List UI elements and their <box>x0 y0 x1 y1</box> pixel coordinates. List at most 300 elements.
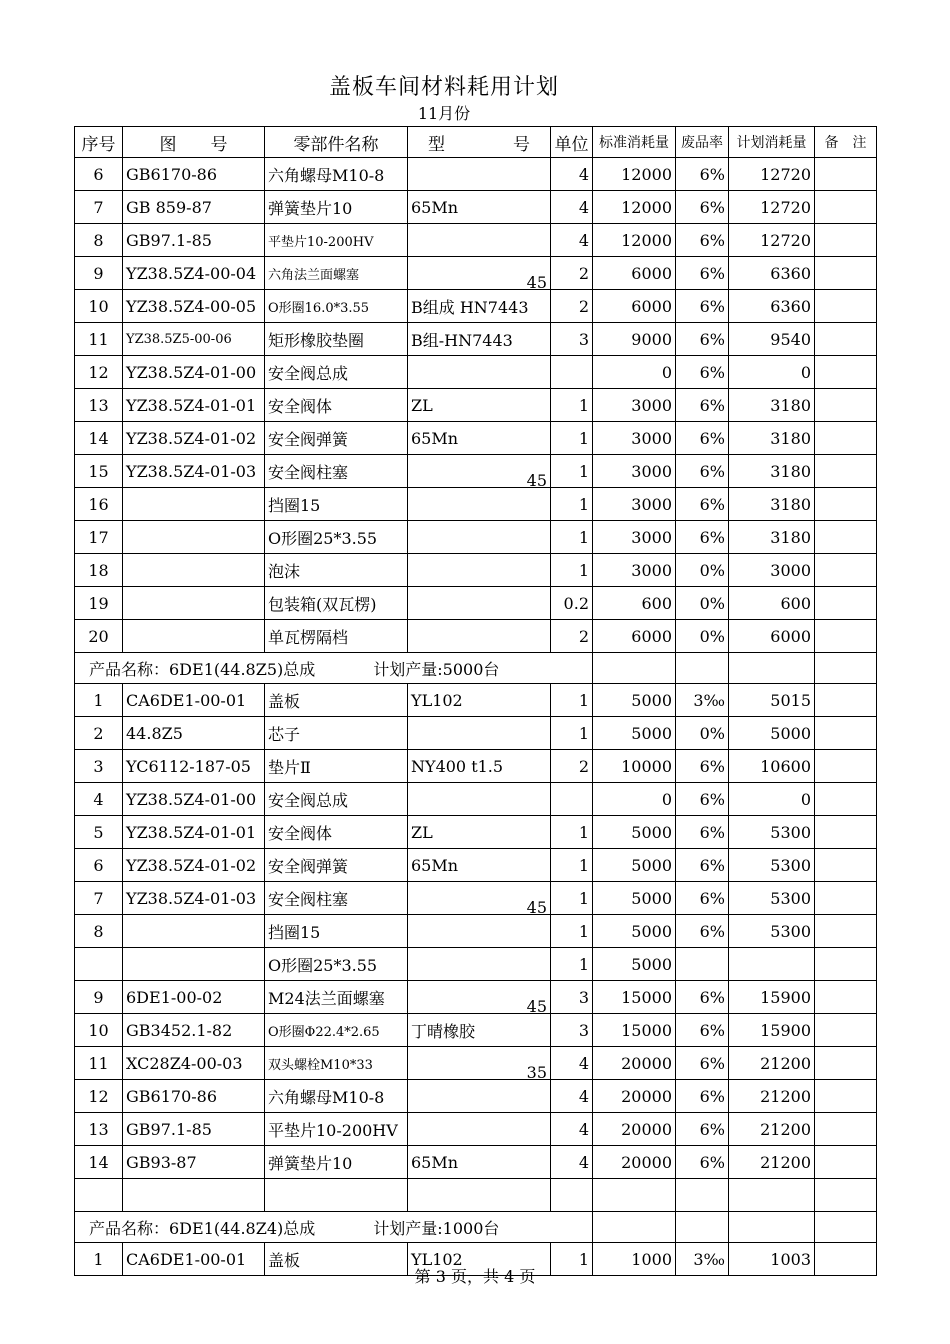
unit-qty: 4 <box>551 1047 593 1080</box>
standard-consumption: 3000 <box>593 455 676 488</box>
scrap-rate: 6% <box>676 1080 729 1113</box>
drawing-number: YZ38.5Z4-01-02 <box>123 422 265 455</box>
remarks <box>815 389 877 422</box>
unit-qty: 2 <box>551 290 593 323</box>
header-drawing: 图 号 <box>123 127 265 158</box>
drawing-number: CA6DE1-00-01 <box>123 684 265 717</box>
standard-consumption: 3000 <box>593 422 676 455</box>
remarks <box>815 257 877 290</box>
part-name: 安全阀柱塞 <box>265 882 408 915</box>
unit-qty: 4 <box>551 191 593 224</box>
table-row <box>75 422 877 455</box>
drawing-number: YZ38.5Z5-00-06 <box>123 323 265 356</box>
planned-consumption: 21200 <box>729 1113 815 1146</box>
scrap-rate: 6% <box>676 455 729 488</box>
unit-qty: 4 <box>551 158 593 191</box>
remarks <box>815 290 877 323</box>
unit-qty: 4 <box>551 1113 593 1146</box>
part-name: 平垫片10-200HV <box>265 224 408 257</box>
row-number: 9 <box>75 257 123 290</box>
unit-qty <box>551 783 593 816</box>
model <box>408 981 551 1014</box>
part-name: M24法兰面螺塞 <box>265 981 408 1014</box>
scrap-rate: 6% <box>676 816 729 849</box>
planned-consumption: 3180 <box>729 422 815 455</box>
unit-qty: 2 <box>551 257 593 290</box>
unit-qty: 2 <box>551 620 593 653</box>
scrap-rate: 6% <box>676 882 729 915</box>
model-text: 65Mn <box>411 1152 459 1172</box>
table-row <box>75 981 877 1014</box>
drawing-number <box>123 620 265 653</box>
standard-consumption: 20000 <box>593 1146 676 1179</box>
model-text: B组成 HN7443 <box>411 297 529 317</box>
row-number: 13 <box>75 1113 123 1146</box>
header-model: 型 号 <box>408 127 551 158</box>
remarks <box>815 521 877 554</box>
table-row <box>75 750 877 783</box>
table-row <box>75 290 877 323</box>
remarks <box>815 1080 877 1113</box>
scrap-rate: 3‰ <box>676 684 729 717</box>
scrap-rate: 6% <box>676 422 729 455</box>
model <box>408 521 551 554</box>
row-number: 13 <box>75 389 123 422</box>
planned-consumption: 12720 <box>729 158 815 191</box>
unit-qty <box>551 1179 593 1212</box>
model <box>408 224 551 257</box>
part-name: 挡圈15 <box>265 915 408 948</box>
planned-consumption: 3180 <box>729 455 815 488</box>
table-row <box>75 488 877 521</box>
unit-qty: 1 <box>551 882 593 915</box>
unit-qty: 4 <box>551 1080 593 1113</box>
model <box>408 684 551 717</box>
unit-qty: 1 <box>551 554 593 587</box>
empty-cell <box>815 1212 877 1243</box>
scrap-rate: 6% <box>676 783 729 816</box>
scrap-rate: 6% <box>676 1113 729 1146</box>
planned-consumption <box>729 948 815 981</box>
row-number: 18 <box>75 554 123 587</box>
unit-qty: 3 <box>551 981 593 1014</box>
part-name: 矩形橡胶垫圈 <box>265 323 408 356</box>
remarks <box>815 882 877 915</box>
drawing-number: YZ38.5Z4-00-05 <box>123 290 265 323</box>
standard-consumption: 10000 <box>593 750 676 783</box>
remarks <box>815 750 877 783</box>
table-row <box>75 915 877 948</box>
row-number: 11 <box>75 1047 123 1080</box>
standard-consumption: 5000 <box>593 948 676 981</box>
planned-consumption: 12720 <box>729 191 815 224</box>
row-number: 12 <box>75 356 123 389</box>
planned-consumption: 5300 <box>729 816 815 849</box>
planned-consumption: 6360 <box>729 257 815 290</box>
table-row <box>75 1014 877 1047</box>
model <box>408 849 551 882</box>
remarks <box>815 915 877 948</box>
scrap-rate: 6% <box>676 1146 729 1179</box>
unit-qty: 1 <box>551 1243 593 1276</box>
planned-consumption: 15900 <box>729 1014 815 1047</box>
remarks <box>815 981 877 1014</box>
table-row <box>75 717 877 750</box>
drawing-number: YZ38.5Z4-01-01 <box>123 816 265 849</box>
planned-consumption: 1003 <box>729 1243 815 1276</box>
table-row <box>75 257 877 290</box>
model-grade: 45 <box>526 471 547 488</box>
header-standard-consumption: 标准消耗量 <box>593 127 676 158</box>
planned-consumption: 9540 <box>729 323 815 356</box>
table-row <box>75 587 877 620</box>
standard-consumption: 12000 <box>593 191 676 224</box>
model-text: B组-HN7443 <box>411 330 513 350</box>
header-unit: 单位 <box>551 127 593 158</box>
model <box>408 1014 551 1047</box>
part-name: 安全阀弹簧 <box>265 422 408 455</box>
table-row <box>75 882 877 915</box>
model <box>408 389 551 422</box>
model <box>408 783 551 816</box>
part-name: 安全阀体 <box>265 816 408 849</box>
model <box>408 455 551 488</box>
standard-consumption: 20000 <box>593 1047 676 1080</box>
model <box>408 915 551 948</box>
remarks <box>815 849 877 882</box>
drawing-number: YZ38.5Z4-01-00 <box>123 356 265 389</box>
model-text: NY400 t1.5 <box>411 756 504 776</box>
standard-consumption: 0 <box>593 783 676 816</box>
drawing-number <box>123 554 265 587</box>
table-row <box>75 158 877 191</box>
planned-consumption: 0 <box>729 356 815 389</box>
table-row <box>75 356 877 389</box>
empty-cell <box>676 653 729 684</box>
unit-qty: 1 <box>551 684 593 717</box>
drawing-number: YZ38.5Z4-01-01 <box>123 389 265 422</box>
planned-consumption: 3180 <box>729 488 815 521</box>
unit-qty: 3 <box>551 323 593 356</box>
planned-consumption: 3180 <box>729 389 815 422</box>
part-name: 安全阀柱塞 <box>265 455 408 488</box>
row-number: 7 <box>75 191 123 224</box>
row-number: 17 <box>75 521 123 554</box>
planned-consumption: 15900 <box>729 981 815 1014</box>
page-title: 盖板车间材料耗用计划 <box>328 75 559 100</box>
scrap-rate: 6% <box>676 981 729 1014</box>
row-number: 11 <box>75 323 123 356</box>
part-name: 包装箱(双瓦楞) <box>265 587 408 620</box>
table-row <box>75 323 877 356</box>
drawing-number: GB3452.1-82 <box>123 1014 265 1047</box>
model <box>408 882 551 915</box>
drawing-number: 6DE1-00-02 <box>123 981 265 1014</box>
scrap-rate: 6% <box>676 750 729 783</box>
scrap-rate: 3‰ <box>676 1243 729 1276</box>
planned-consumption: 21200 <box>729 1080 815 1113</box>
model <box>408 191 551 224</box>
unit-qty: 1 <box>551 816 593 849</box>
part-name: O形圈16.0*3.55 <box>265 290 408 323</box>
table-row <box>75 1080 877 1113</box>
model <box>408 356 551 389</box>
header-remarks: 备 注 <box>815 127 877 158</box>
model <box>408 158 551 191</box>
part-name: O形圈Φ22.4*2.65 <box>265 1014 408 1047</box>
remarks <box>815 1014 877 1047</box>
standard-consumption: 20000 <box>593 1080 676 1113</box>
standard-consumption: 5000 <box>593 717 676 750</box>
row-number: 10 <box>75 1014 123 1047</box>
table-row <box>75 554 877 587</box>
row-number: 1 <box>75 684 123 717</box>
scrap-rate: 6% <box>676 191 729 224</box>
remarks <box>815 455 877 488</box>
scrap-rate: 6% <box>676 290 729 323</box>
row-number: 16 <box>75 488 123 521</box>
row-number: 20 <box>75 620 123 653</box>
header-row <box>75 127 877 158</box>
scrap-rate: 0% <box>676 587 729 620</box>
standard-consumption: 3000 <box>593 488 676 521</box>
remarks <box>815 1113 877 1146</box>
scrap-rate: 0% <box>676 620 729 653</box>
remarks <box>815 1146 877 1179</box>
scrap-rate: 6% <box>676 356 729 389</box>
standard-consumption: 3000 <box>593 389 676 422</box>
unit-qty: 4 <box>551 1146 593 1179</box>
remarks <box>815 816 877 849</box>
planned-consumption: 21200 <box>729 1146 815 1179</box>
scrap-rate <box>676 1179 729 1212</box>
row-number: 2 <box>75 717 123 750</box>
standard-consumption: 6000 <box>593 620 676 653</box>
remarks <box>815 620 877 653</box>
standard-consumption: 1000 <box>593 1243 676 1276</box>
model <box>408 717 551 750</box>
drawing-number: XC28Z4-00-03 <box>123 1047 265 1080</box>
part-name: 单瓦楞隔档 <box>265 620 408 653</box>
part-name <box>265 1179 408 1212</box>
remarks <box>815 158 877 191</box>
scrap-rate: 6% <box>676 915 729 948</box>
planned-consumption: 3180 <box>729 521 815 554</box>
drawing-number <box>123 948 265 981</box>
standard-consumption: 5000 <box>593 684 676 717</box>
table-row <box>75 224 877 257</box>
scrap-rate: 0% <box>676 717 729 750</box>
drawing-number <box>123 488 265 521</box>
model <box>408 1080 551 1113</box>
planned-consumption: 10600 <box>729 750 815 783</box>
row-number: 14 <box>75 422 123 455</box>
drawing-number: GB 859-87 <box>123 191 265 224</box>
standard-consumption: 6000 <box>593 257 676 290</box>
part-name: 安全阀总成 <box>265 783 408 816</box>
product-section-cell <box>75 653 593 684</box>
scrap-rate: 6% <box>676 389 729 422</box>
header-no: 序号 <box>75 127 123 158</box>
drawing-number <box>123 1179 265 1212</box>
part-name: 双头螺栓M10*33 <box>265 1047 408 1080</box>
standard-consumption: 9000 <box>593 323 676 356</box>
part-name: 安全阀体 <box>265 389 408 422</box>
empty-cell <box>593 653 676 684</box>
row-number: 7 <box>75 882 123 915</box>
row-number: 9 <box>75 981 123 1014</box>
remarks <box>815 488 877 521</box>
standard-consumption: 5000 <box>593 849 676 882</box>
model-text: 65Mn <box>411 855 459 875</box>
unit-qty: 1 <box>551 521 593 554</box>
model-text: YL102 <box>411 690 463 710</box>
row-number: 8 <box>75 915 123 948</box>
unit-qty: 1 <box>551 915 593 948</box>
planned-consumption: 600 <box>729 587 815 620</box>
drawing-number: YZ38.5Z4-01-03 <box>123 455 265 488</box>
planned-output: 计划产量:1000台 <box>373 1218 500 1238</box>
part-name: 泡沫 <box>265 554 408 587</box>
remarks <box>815 948 877 981</box>
planned-consumption <box>729 1179 815 1212</box>
material-plan-table <box>74 126 877 1276</box>
table-row <box>75 816 877 849</box>
model-text: 丁晴橡胶 <box>411 1021 476 1041</box>
model <box>408 1047 551 1080</box>
model-grade: 45 <box>526 273 547 290</box>
unit-qty: 1 <box>551 422 593 455</box>
part-name: O形圈25*3.55 <box>265 521 408 554</box>
planned-consumption: 5000 <box>729 717 815 750</box>
model-text: ZL <box>411 822 433 842</box>
drawing-number: YZ38.5Z4-00-04 <box>123 257 265 290</box>
model <box>408 750 551 783</box>
header-part-name: 零部件名称 <box>265 127 408 158</box>
empty-cell <box>729 653 815 684</box>
remarks <box>815 1047 877 1080</box>
model <box>408 290 551 323</box>
remarks <box>815 717 877 750</box>
table-row <box>75 455 877 488</box>
model <box>408 1146 551 1179</box>
unit-qty <box>551 356 593 389</box>
standard-consumption: 3000 <box>593 521 676 554</box>
drawing-number: YZ38.5Z4-01-00 <box>123 783 265 816</box>
standard-consumption: 15000 <box>593 981 676 1014</box>
row-number <box>75 948 123 981</box>
planned-consumption: 5015 <box>729 684 815 717</box>
table-row <box>75 1146 877 1179</box>
drawing-number: YZ38.5Z4-01-03 <box>123 882 265 915</box>
standard-consumption: 600 <box>593 587 676 620</box>
scrap-rate: 6% <box>676 1014 729 1047</box>
unit-qty: 4 <box>551 224 593 257</box>
remarks <box>815 422 877 455</box>
model <box>408 323 551 356</box>
model <box>408 488 551 521</box>
planned-consumption: 3000 <box>729 554 815 587</box>
table-row <box>75 389 877 422</box>
drawing-number: 44.8Z5 <box>123 717 265 750</box>
table-row <box>75 620 877 653</box>
model-text: 65Mn <box>411 197 459 217</box>
remarks <box>815 684 877 717</box>
drawing-number: GB6170-86 <box>123 1080 265 1113</box>
standard-consumption: 0 <box>593 356 676 389</box>
table-row <box>75 849 877 882</box>
part-name: 平垫片10-200HV <box>265 1113 408 1146</box>
model-text: ZL <box>411 395 433 415</box>
unit-qty: 1 <box>551 849 593 882</box>
unit-qty: 3 <box>551 1014 593 1047</box>
drawing-number: CA6DE1-00-01 <box>123 1243 265 1276</box>
table-row <box>75 1113 877 1146</box>
page-footer: 第 3 页，共 4 页 <box>414 1267 536 1286</box>
unit-qty: 1 <box>551 717 593 750</box>
table-row <box>75 191 877 224</box>
standard-consumption <box>593 1179 676 1212</box>
model-text: 65Mn <box>411 428 459 448</box>
part-name: 六角螺母M10-8 <box>265 1080 408 1113</box>
planned-consumption: 6360 <box>729 290 815 323</box>
empty-cell <box>593 1212 676 1243</box>
header-scrap-rate: 废品率 <box>676 127 729 158</box>
product-section-row <box>75 653 877 684</box>
part-name: 盖板 <box>265 684 408 717</box>
table-row <box>75 521 877 554</box>
planned-consumption: 12720 <box>729 224 815 257</box>
part-name: 挡圈15 <box>265 488 408 521</box>
empty-cell <box>815 653 877 684</box>
planned-consumption: 21200 <box>729 1047 815 1080</box>
planned-consumption: 0 <box>729 783 815 816</box>
planned-consumption: 5300 <box>729 915 815 948</box>
standard-consumption: 12000 <box>593 158 676 191</box>
remarks <box>815 191 877 224</box>
part-name: 安全阀弹簧 <box>265 849 408 882</box>
model <box>408 1179 551 1212</box>
scrap-rate: 0% <box>676 554 729 587</box>
model <box>408 257 551 290</box>
remarks <box>815 224 877 257</box>
product-name: 产品名称：6DE1(44.8Z4)总成 <box>89 1218 316 1238</box>
remarks <box>815 587 877 620</box>
model-text: YL102 <box>411 1249 463 1269</box>
standard-consumption: 3000 <box>593 554 676 587</box>
drawing-number: GB93-87 <box>123 1146 265 1179</box>
table-row <box>75 684 877 717</box>
planned-consumption: 5300 <box>729 849 815 882</box>
planned-consumption: 6000 <box>729 620 815 653</box>
model <box>408 1113 551 1146</box>
standard-consumption: 5000 <box>593 882 676 915</box>
row-number: 12 <box>75 1080 123 1113</box>
product-section-cell <box>75 1212 593 1243</box>
model <box>408 422 551 455</box>
remarks <box>815 783 877 816</box>
unit-qty: 0.2 <box>551 587 593 620</box>
drawing-number <box>123 587 265 620</box>
part-name: 安全阀总成 <box>265 356 408 389</box>
part-name: 芯子 <box>265 717 408 750</box>
standard-consumption: 12000 <box>593 224 676 257</box>
standard-consumption: 20000 <box>593 1113 676 1146</box>
unit-qty: 1 <box>551 389 593 422</box>
empty-cell <box>729 1212 815 1243</box>
unit-qty: 1 <box>551 488 593 521</box>
scrap-rate: 6% <box>676 224 729 257</box>
